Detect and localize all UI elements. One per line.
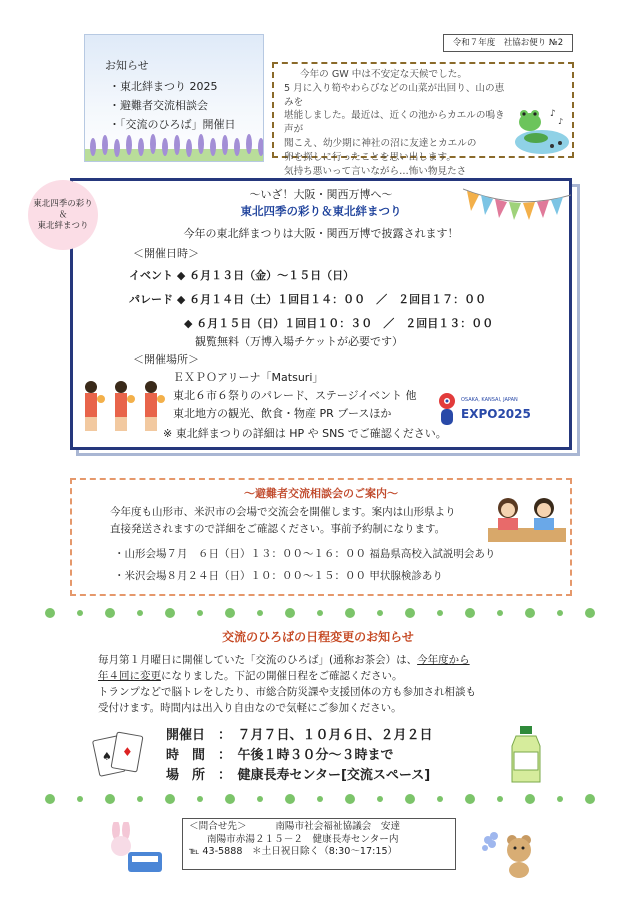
badge-line: ＆	[58, 209, 68, 220]
consult-title: ～避難者交流相談会のご案内～	[244, 487, 398, 500]
bear-hydrangea-icon	[480, 826, 536, 878]
admission-note: 観覧無料（万博入場チケットが必要です）	[195, 335, 404, 348]
hiroba-highlight: 年４回に変更	[98, 670, 161, 682]
notice-card	[84, 34, 264, 162]
news-line: 卵を探しに行ったことを思い出します。	[284, 151, 456, 163]
hiroba-line: トランプなどで脳トレをしたり、市総合防災課や支援団体の方も参加され相談も	[98, 686, 476, 698]
news-line: 堪能しました。最近は、近くの池からカエルの鳴き声が	[284, 110, 505, 136]
place-heading: ＜開催場所＞	[133, 353, 199, 366]
contact-phone: ℡ 43-5888 ＊土日祝日除く（8:30～17:15）	[189, 846, 398, 857]
expo-logo-text: EXPO2025	[461, 407, 531, 421]
notice-title: お知らせ	[105, 59, 149, 72]
hiroba-line: 受付けます。時間内は出入り自由なので気軽にご参加ください。	[98, 702, 402, 714]
myaku-myaku-icon	[435, 391, 459, 427]
lavender-flowers-illustration	[85, 131, 264, 161]
svg-text:♪: ♪	[558, 117, 564, 126]
hiroba-title: 交流のひろばの日程変更のお知らせ	[222, 630, 414, 644]
contact-box	[182, 818, 456, 870]
hiroba-text	[98, 652, 538, 716]
issue-label: 令和７年度 社協お便り №2	[443, 34, 573, 52]
schedule-place: 場 所 ： 健康長寿センター[交流スペース]	[166, 768, 431, 783]
schedule-time: 時 間 ： 午後１時３０分～３時まで	[166, 748, 394, 763]
svg-text:♦: ♦	[122, 745, 133, 759]
venue-yamagata: ・山形会場７月 ６日（日）１３：００～１６：００ 福島県高校入試説明会あり	[114, 548, 496, 560]
bunting-flags-icon	[463, 185, 571, 251]
notice-item: ・ 東北絆まつり 2025	[109, 77, 236, 96]
news-line: 気持ち悪いって言いながら…怖い物見たさ	[284, 165, 467, 177]
people-talking-icon	[488, 494, 566, 542]
schedule-dates: 開催日 ： ７月７日、１０月６日、２月２日	[166, 728, 433, 743]
consult-line: 直接発送されますので詳細をご確認ください。事前予約制になります。	[110, 523, 446, 535]
expo-subtitle: ～いざ！大阪・関西万博へ～	[249, 188, 393, 201]
parade-row: パレード ◆ ６月１４日（土）１回目１４：００ ／ ２回目１７：００	[129, 293, 487, 306]
clover-border-top	[40, 604, 600, 622]
expo-logo-caption: OSAKA, KANSAI, JAPAN	[461, 397, 518, 403]
hiroba-line: になりました。下記の開催日程をご確認ください。	[161, 670, 403, 682]
notice-list	[109, 77, 236, 134]
hiroba-highlight: 今年度から	[417, 654, 470, 666]
news-column	[272, 62, 574, 177]
clover-border-bottom	[40, 790, 600, 808]
parade-row-2: ◆ ６月１５日（日）１回目１０：３０ ／ ２回目１３：００	[184, 317, 494, 330]
news-line: 聞こえ、幼少期に神社の沼に友達とカエルの	[284, 137, 477, 149]
venue-detail: 東北地方の観光、飲食・物産 PR ブースほか	[173, 407, 392, 420]
news-line: 5 月に入り筍やわらびなどの山菜が出回り、山の恵みを	[284, 82, 505, 108]
notice-item: ・ 避難者交流相談会	[109, 96, 236, 115]
contact-line: ＜問合せ先＞ 南陽市社会福祉協議会 安達	[189, 821, 401, 832]
expo2025-logo	[435, 391, 531, 435]
consultation-section	[70, 478, 572, 596]
expo-section	[70, 178, 572, 450]
expo-note: ※ 東北絆まつりの詳細は HP や SNS でご確認ください。	[163, 427, 447, 440]
venue-detail: 東北６市６祭りのパレード、ステージイベント 他	[173, 389, 417, 402]
frog-pond-icon	[510, 102, 570, 156]
notice-item: ・ 「交流のひろば」開催日	[109, 115, 236, 134]
venue-yonezawa: ・米沢会場８月２４日（日）１０：００～１５：００ 甲状腺検診あり	[114, 570, 443, 582]
consult-line: 今年度も山形市、米沢市の会場で交流会を開催します。案内は山形県より	[110, 506, 456, 518]
hiroba-line: 毎月第１月曜日に開催していた「交流のひろば」(通称お茶会）は、	[98, 654, 418, 666]
expo-intro: 今年の東北絆まつりは大阪・関西万博で披露されます！	[183, 227, 459, 240]
section-badge	[28, 180, 98, 250]
contact-address: 南陽市赤湯２１５－２ 健康長寿センター内	[207, 833, 399, 845]
consult-text	[110, 504, 510, 538]
news-line: 今年の GW 中は不安定な天候でした。	[300, 69, 467, 80]
venue-name: ＥＸＰＯアリーナ「Matsuri」	[173, 371, 324, 384]
news-text	[284, 68, 508, 192]
tea-bottle-icon	[504, 726, 548, 784]
festival-dancers-icon	[77, 377, 165, 435]
rabbit-piano-icon	[100, 822, 164, 876]
playing-cards-icon	[92, 726, 146, 780]
expo-title: 東北四季の彩り＆東北絆まつり	[240, 204, 402, 218]
svg-text:♠: ♠	[102, 750, 112, 763]
badge-line: 東北絆まつり	[37, 220, 89, 231]
dates-heading: ＜開催日時＞	[133, 247, 199, 260]
badge-line: 東北四季の彩り	[33, 198, 93, 209]
svg-text:♪: ♪	[550, 109, 556, 119]
event-row: イベント ◆ ６月１３日（金）～１５日（日）	[129, 269, 355, 282]
